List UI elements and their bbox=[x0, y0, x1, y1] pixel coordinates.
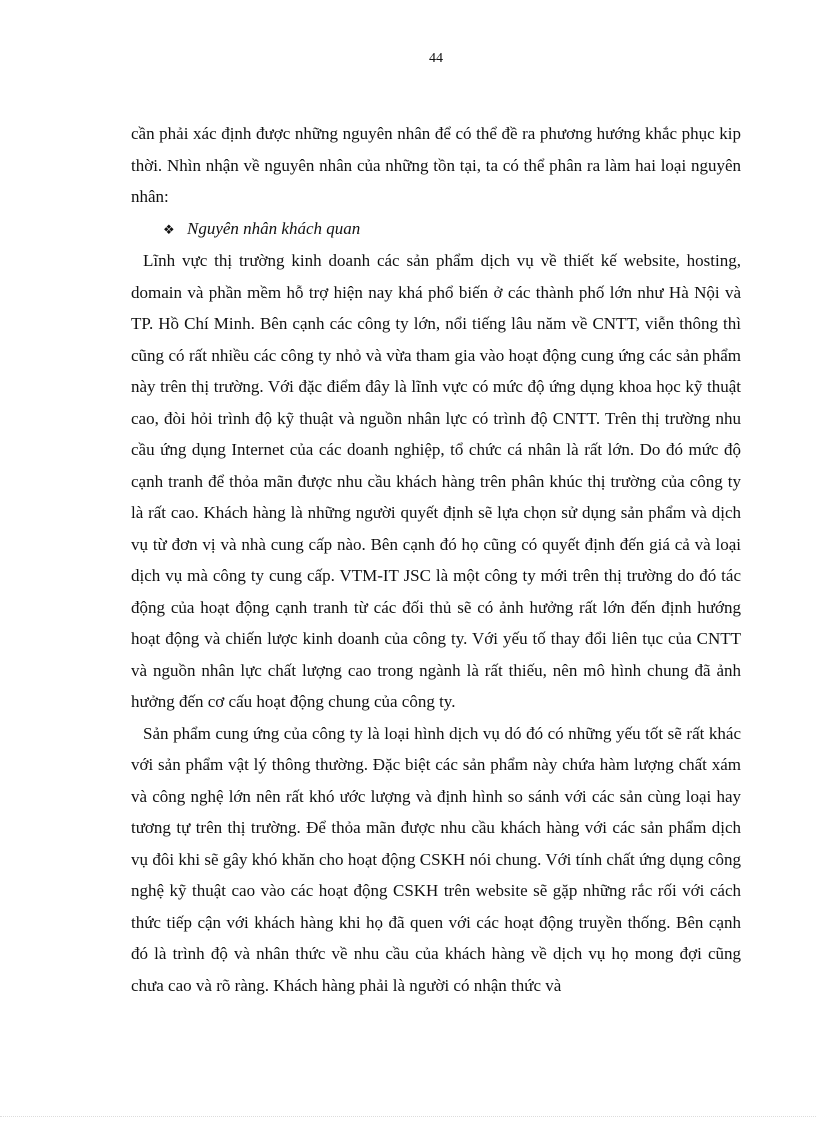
page-number: 44 bbox=[429, 51, 443, 66]
document-body bbox=[131, 118, 741, 1001]
diamond-bullet-icon: ❖ bbox=[163, 221, 175, 237]
section-heading bbox=[131, 213, 741, 246]
section-heading-text: Nguyên nhân khách quan bbox=[187, 218, 361, 238]
body-paragraph-2: Sản phẩm cung ứng của công ty là loại hình dịch vụ dó đó có những yếu tốt sẽ rất khác với sản phẩm vật lý thông thường. Đặc biệt các sản phẩm này chứa hàm lượng chất xám và công nghệ lớn nên rất khó ước lượng và định hình so sánh với các sản cùng loại hay tương tự trên thị trường. Để thỏa mãn được nhu cầu khách hàng với các sản phẩm dịch vụ đôi khi sẽ gây khó khăn cho hoạt động CSKH nói chung. Với tính chất ứng dụng công nghệ kỹ thuật cao vào các hoạt động CSKH trên website sẽ gặp những rắc rối với cách thức tiếp cận với khách hàng khi họ đã quen với các hoạt động truyền thống. Bên cạnh đó là trình độ và nhân thức về nhu cầu của khách hàng về dịch vụ họ mong đợi cũng chưa cao và rõ ràng. Khách hàng phải là người có nhận thức và bbox=[131, 723, 741, 995]
body-paragraph-1: Lĩnh vực thị trường kinh doanh các sản phẩm dịch vụ về thiết kế website, hosting, domain và phần mềm hỗ trợ hiện nay khá phổ biến ở các thành phố lớn như Hà Nội và TP. Hồ Chí Minh. Bên cạnh các công ty lớn, nổi tiếng lâu năm về CNTT, viễn thông thì cũng có rất nhiều các công ty nhỏ và vừa tham gia vào hoạt động cung ứng các sản phẩm này trên thị trường. Với đặc điểm đây là lĩnh vực có mức độ ứng dụng khoa học kỹ thuật cao, đòi hỏi trình độ kỹ thuật và nguồn nhân lực có trình độ CNTT. Trên thị trường nhu cầu ứng dụng Internet của các doanh nghiệp, tổ chức cá nhân là rất lớn. Do đó mức độ cạnh tranh để thỏa mãn được nhu cầu khách hàng trên phân khúc thị trường của công ty là rất cao. Khách hàng là những người quyết định sẽ lựa chọn sử dụng sản phẩm và dịch vụ từ đơn vị và nhà cung cấp nào. Bên cạnh đó họ cũng có quyết định đến giá cả và loại dịch vụ mà công ty cung cấp. VTM-IT JSC là một công ty mới trên thị trường do đó tác động của hoạt động cạnh tranh từ các đối thủ sẽ có ảnh hưởng rất lớn đến định hướng hoạt động và chiến lược kinh doanh của công ty. Với yếu tố thay đổi liên tục của CNTT và nguồn nhân lực chất lượng cao trong ngành là rất thiếu, nên mô hình chung đã ảnh hưởng đến cơ cấu hoạt động chung của công ty. bbox=[131, 251, 741, 711]
page-bottom-rule bbox=[0, 1116, 816, 1117]
intro-paragraph: cần phải xác định được những nguyên nhân để có thể đề ra phương hướng khắc phục kip thời. Nhìn nhận về nguyên nhân của những tồn tại, ta có thể phân ra làm hai loại nguyên nhân: bbox=[131, 124, 741, 206]
